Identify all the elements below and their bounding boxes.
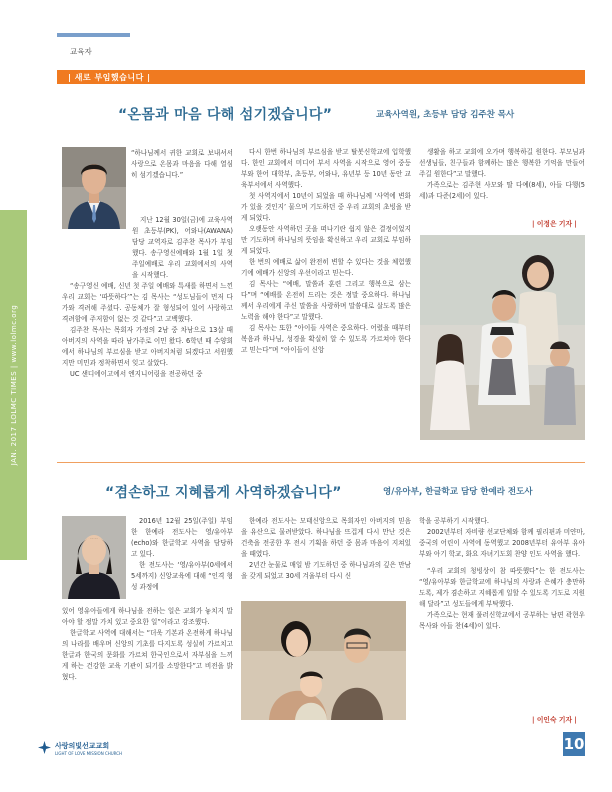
article2-byline: 영/유아부, 한글학교 담당 한예라 전도사 [383, 487, 533, 497]
paragraph: 한 전도사는 ‘영/유아부(0세에서 5세까지) 신앙교육에 대해 “인격 형성 과정에 [131, 561, 233, 591]
paragraph: 다시 한번 하나님의 부르심을 받고 탈봇신학교에 입학했다. 한인 교회에서 미디어 부서 사역을 시작으로 영어 중등부와 한어 대학부, 초등부, 어와나, 유년부 등 10년 동안 교육부서에서 사역했다. [241, 148, 411, 189]
article2-headline: “겸손하고 지혜롭게 사역하겠습니다” [105, 485, 342, 501]
paragraph: 가족으로는 김주현 사모와 딸 다예(8세), 아들 다행(5세)과 다준(2세)이 있다. [419, 181, 585, 200]
article2-col3 [419, 516, 585, 706]
header-accent-bar [57, 33, 130, 37]
paragraph: 가족으로는 현재 풀러신학교에서 공부하는 남편 곽현우 목사와 아들 찬(4세)이 있다. [419, 611, 585, 630]
article1-family-photo [420, 235, 585, 440]
article1-headline: “온몸과 마음 다해 섬기겠습니다” [118, 107, 333, 123]
paragraph: 김 목사는 또한 “아이들 사역은 중요하다. 어렸을 때부터 복음과 하나님, 성경을 확실히 알 수 있도록 가르쳐야 한다고 믿는다”며 “아이들이 신앙 [241, 324, 411, 354]
paragraph: 한예라 전도사는 모태신앙으로 목회자인 아버지의 믿음을 유산으로 물려받았다. 하나님을 뜨겁게 다시 만난 것은 건축을 전공한 후 전시 기획을 하던 중 몸과 마음이 지쳐있을 때였다. [241, 517, 411, 558]
article2-reporter: | 이인숙 기자 | [532, 716, 577, 724]
article2-portrait-photo [62, 516, 126, 599]
article1-byline: 교육사역원, 초등부 담당 김주찬 목사 [376, 110, 515, 120]
church-name: 사랑의빛선교교회 [55, 742, 110, 750]
paragraph: “우리 교회의 청빙상이 참 따뜻했다”는 한 전도사는 “영/유아부와 한글학교에 하나님의 사랑과 은혜가 충만하도록, 제가 겸손하고 지혜롭게 일할 수 있도록 기도로 지원해 달라”고 성도들에게 부탁했다. [419, 567, 585, 608]
article1-lead-text: “하나님께서 귀한 교회로 보내셔서 사랑으로 온몸과 마음을 다해 열심히 섬기겠습니다.” [131, 149, 233, 179]
paragraph: 오랫동안 사역하던 곳을 떠나기란 쉽지 않은 결정이었지만 기도하며 하나님의 뜻임을 확신하고 우리 교회로 부임하게 되었다. [241, 225, 411, 255]
paragraph: 있어 영유아들에게 하나님을 전하는 일은 교회가 놓치지 말아야 할 정말 가치 있고 중요한 일”이라고 강조했다. [62, 607, 233, 626]
section-label: 교육자 [70, 47, 92, 56]
church-name-english: LIGHT OF LOVE MISSION CHURCH [55, 751, 123, 756]
article-divider [57, 462, 585, 463]
paragraph: 첫 사역지에서 10년이 되었을 때 하나님께 ‘사역에 변화가 있을 것인지’ 물으며 기도하던 중 우리 교회의 초빙을 받게 되었다. [241, 192, 411, 222]
article1-reporter: | 이정은 기자 | [532, 220, 577, 228]
paragraph: 지난 12월 30일(금)에 교육사역원 초등부(PK), 어와나(AWANA) 담당 교역자로 김주찬 목사가 부임했다. 송구영신예배와 1월 1일 첫 주일예배로 우리 교회에서의 사역을 시작했다. [132, 216, 233, 279]
paragraph: 2002년부터 자비량 선교단체와 함께 필리핀과 미얀마, 중국의 어린이 사역에 동역했고 2008년부터 유아부 유아부와 아기 학교, 화요 자녀기도회 찬양 인도 사역을 했다. [419, 528, 585, 558]
article2-col2 [241, 516, 411, 596]
article2-col1 [62, 606, 233, 726]
paragraph: 생활을 하고 교회에 오가며 행복하길 원한다. 부모님과 선생님들, 친구들과 함께하는 많은 행복한 기억을 만들어 주길 원한다”고 말했다. [419, 148, 585, 178]
article1-col2 [241, 147, 411, 452]
article2-family-photo [241, 601, 406, 720]
church-logo-icon [37, 740, 52, 755]
paragraph: 2년간 눈물로 매일 밤 기도하던 중 하나님과의 깊은 만남을 갖게 되었고 30세 겨울부터 다시 신 [241, 561, 411, 580]
article1-col1 [62, 215, 233, 451]
paragraph: 김 목사는 “예배, 말씀과 훈련 그리고 행복으로 삼는다”며 “예배를 온전히 드리는 것은 정말 중요하다. 하나님께서 우리에게 주신 말씀을 사랑하며 말씀대로 살도록 많은 노력을 해야 한다”고 말했다. [241, 280, 411, 321]
paragraph: 김주찬 목사는 목회자 가정의 2남 중 차남으로 13살 때 아버지의 사역을 따라 남가주로 이민 왔다. 6학년 때 수양회에서 하나님의 부르심을 받고 아버지처럼 되겠다고 서원했지만 미민과 정착하면서 잊고 살았다. [62, 326, 233, 367]
article1-col1-lead [131, 148, 233, 208]
paragraph: UC 샌디에이고에서 엔지니어링을 전공하던 중 [70, 370, 203, 378]
paragraph: “송구영신 예배, 신년 첫 주일 예배와 특새를 하면서 느낀 우리 교회는 ‘따뜻하다’”는 김 목사는 “성도님들이 먼저 다가와 격려해 주셨다. 공동체가 잘 형성되어 있어 사랑하고 격려함에 주저함이 없는 것 같다”고 고백했다. [62, 282, 233, 323]
page-number: 10 [563, 735, 585, 753]
article1-col3 [419, 147, 585, 207]
side-vertical-text: JAN. 2017 LOLMC TIMES | www.lolmc.org [10, 304, 18, 466]
paragraph: 한 번의 예배로 삶이 완전히 변할 수 있다는 것을 체험했기에 예배가 신앙의 우선이라고 믿는다. [241, 258, 411, 277]
paragraph: 한글학교 사역에 대해서는 “더욱 기본과 온전하게 하나님의 나라를 배우며 신앙의 기초를 다지도록 성실히 가르치고 한글과 한국의 문화를 가르쳐 한국인으로서 자부심을 느끼게 하는 건강한 교육 기관이 되기를 소망한다”고 비전을 밝혔다. [62, 629, 233, 681]
article2-col1-lead [131, 516, 233, 611]
paragraph: 2016년 12월 25일(주일) 부임한 한예라 전도사는 영/유아부(echo)와 한글학교 사역을 담당하고 있다. [131, 517, 233, 558]
section-banner-title: | 새로 부임했습니다 | [68, 73, 151, 82]
paragraph: 학을 공부하기 시작했다. [419, 517, 489, 525]
